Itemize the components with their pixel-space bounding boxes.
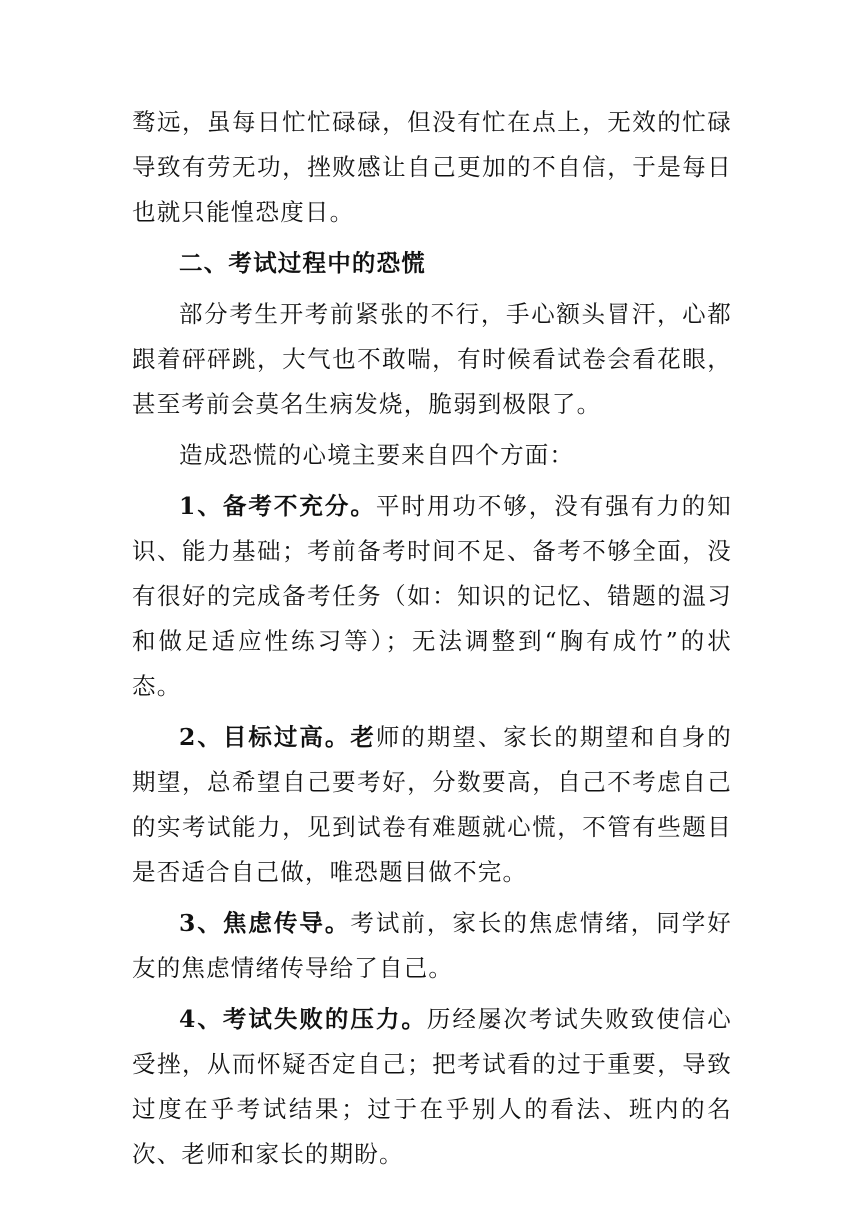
list-item-2 (132, 715, 732, 895)
list-item-4 (132, 997, 732, 1177)
list-item-3-lead: 3、焦虑传导。 (179, 909, 351, 937)
list-item-4-body: 历经屡次考试失败致使信心受挫，从而怀疑否定自己；把考试看的过于重要，导致过度在乎考试结果；过于在乎别人的看法、班内的名次、老师和家长的期盼。 (132, 1005, 732, 1168)
list-item-1-body: 平时用功不够，没有强有力的知识、能力基础；考前备考时间不足、备考不够全面，没有很好的完成备考任务（如：知识的记忆、错题的温习和做足适应性练习等）；无法调整到“胸有成竹”的状态。 (132, 492, 732, 700)
list-item-3-body: 考试前，家长的焦虑情绪，同学好友的焦虑情绪传导给了自己。 (132, 909, 732, 982)
list-item-1 (132, 484, 732, 709)
list-item-4-lead: 4、考试失败的压力。 (179, 1005, 427, 1033)
document-body (132, 100, 732, 1177)
paragraph-continuation: 骛远，虽每日忙忙碌碌，但没有忙在点上，无效的忙碌导致有劳无功，挫败感让自己更加的不自信，于是每日也就只能惶恐度日。 (132, 108, 732, 226)
paragraph-exam-panic: 部分考生开考前紧张的不行，手心额头冒汗，心都跟着砰砰跳，大气也不敢喘，有时候看试卷会看花眼，甚至考前会莫名生病发烧，脆弱到极限了。 (132, 300, 732, 418)
section-heading: 二、考试过程中的恐慌 (179, 249, 426, 277)
list-item-2-lead: 2、目标过高。老 (179, 723, 376, 751)
list-item-2-body: 师的期望、家长的期望和自身的期望，总希望自己要考好，分数要高，自己不考虑自己的实考试能力，见到试卷有难题就心慌，不管有些题目是否适合自己做，唯恐题目做不完。 (132, 723, 732, 886)
list-item-3 (132, 901, 732, 991)
list-item-1-lead: 1、备考不充分。 (179, 492, 376, 520)
paragraph-causes-intro: 造成恐慌的心境主要来自四个方面： (179, 441, 575, 469)
